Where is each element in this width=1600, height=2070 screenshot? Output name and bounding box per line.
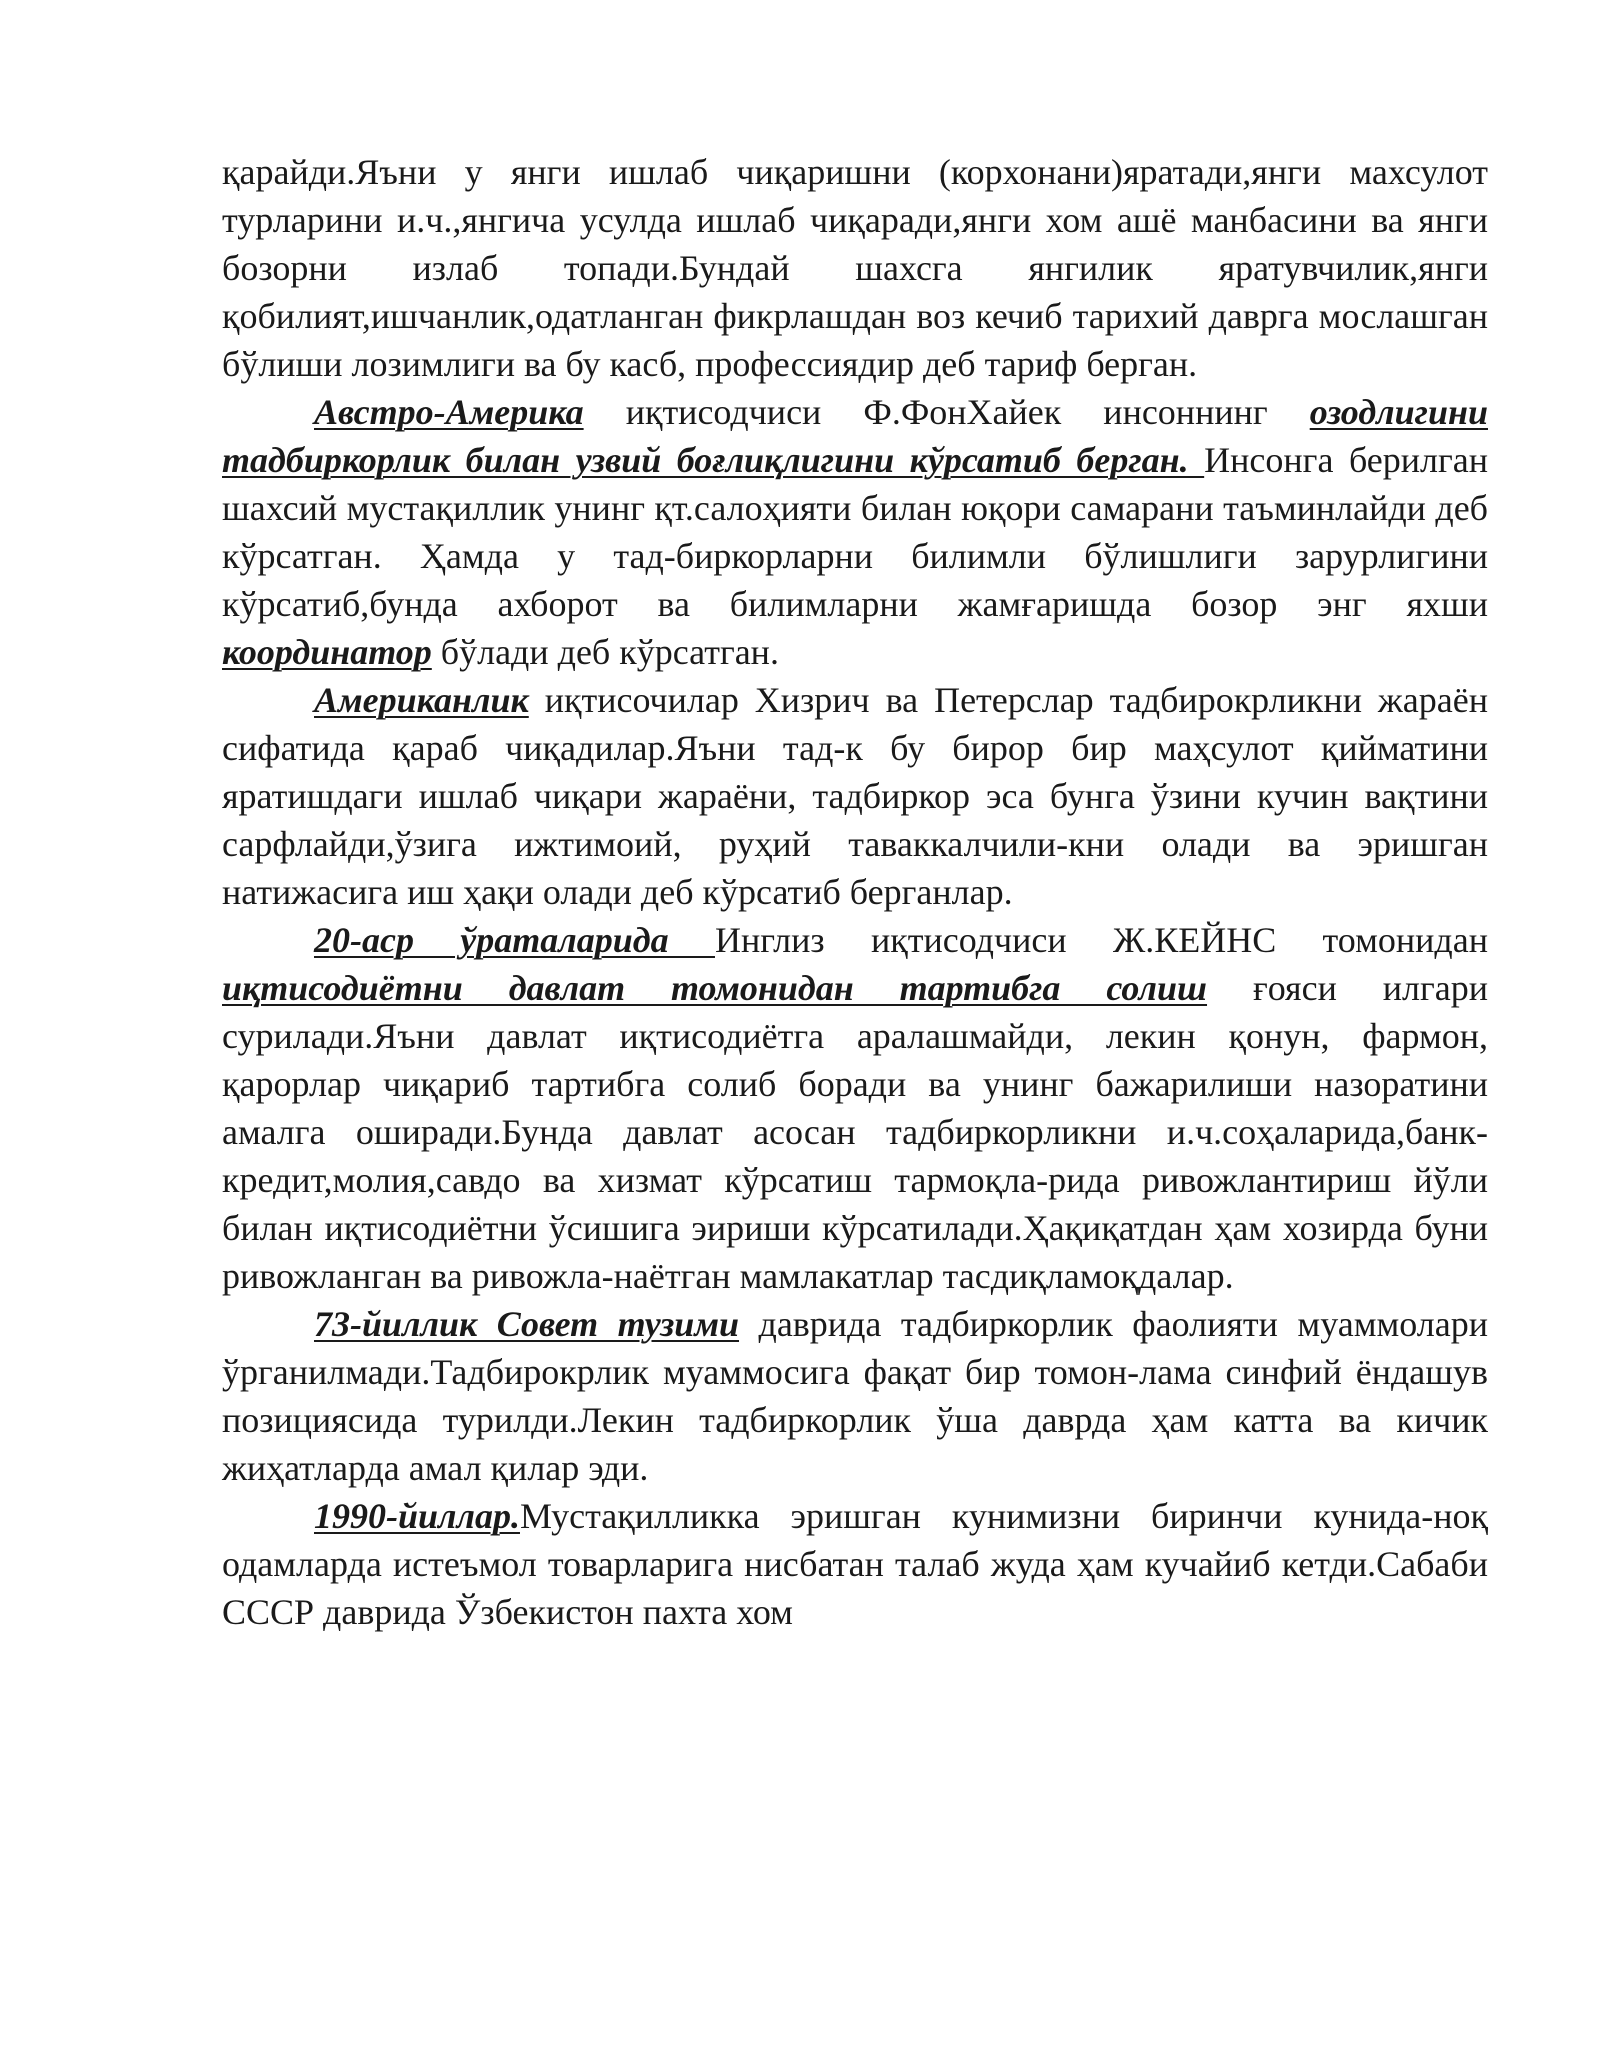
emphasized-phrase-freedom: озодлигини тадбиркорлик билан узвий боғлиқлигини кўрсатиб берган. xyxy=(222,392,1488,480)
paragraph-text: қарайди.Яъни у янги ишлаб чиқаришни (корхонани)яратади,янги махсулот турларини и.ч.,янгича усулда ишлаб чиқаради,янги хом ашё манбасини ва янги бозорни излаб топади.Бундай шахсга янгилик яратувчилик,янги қобилият,ишчанлик,одатланган фикрлашдан воз кечиб тарихий даврга мослашган бўлиши лозимлиги ва бу касб, профессиядир деб тариф берган. xyxy=(222,152,1488,384)
paragraph-text: ғояси илгари сурилади.Яъни давлат иқтисодиётга аралашмайди, лекин қонун, фармон, қарорлар чиқариб тартибга солиб боради ва унинг бажарилиши назоратини амалга оширади.Бунда давлат асосан тадбиркорликни и.ч.соҳаларида,банк-кредит,молия,савдо ва хизмат кўрсатиш тармоқла-рида ривожлантириш йўли билан иқтисодиётни ўсишига эириши кўрсатилади.Ҳақиқатдан ҳам хозирда буни ривожланган ва ривожла-наётган мамлакатлар тасдиқламоқдалар. xyxy=(222,968,1488,1296)
emphasized-term-american: Американлик xyxy=(314,680,529,720)
paragraph-3 xyxy=(222,676,1488,916)
paragraph-text: Мустақилликка эришган кунимизни биринчи кунида-ноқ одамларда истеъмол товарларига нисбатан талаб жуда ҳам кучайиб кетди.Сабаби СССР даврида Ўзбекистон пахта хом xyxy=(222,1496,1488,1632)
paragraph-text: даврида тадбиркорлик фаолияти муаммолари ўрганилмади.Тадбирокрлик муаммосига фақат бир томон-лама синфий ёндашув позициясида турилди.Лекин тадбиркорлик ўша даврда ҳам катта ва кичик жиҳатларда амал қилар эди. xyxy=(222,1304,1489,1488)
emphasized-term-soviet-system: 73-йиллик Совет тузими xyxy=(314,1304,740,1344)
emphasized-term-coordinator: координатор xyxy=(222,632,432,672)
paragraph-5 xyxy=(222,1300,1488,1492)
paragraph-text: иқтисодчиси Ф.ФонХайек инсоннинг xyxy=(583,392,1310,432)
paragraph-1 xyxy=(222,148,1488,388)
paragraph-text: Инглиз иқтисодчиси Ж.КЕЙНС томонидан xyxy=(714,920,1488,960)
emphasized-term-austro-america: Австро-Америка xyxy=(314,392,584,432)
emphasized-term-20th-century: 20-аср ўраталарида xyxy=(314,920,715,960)
paragraph-4 xyxy=(222,916,1488,1300)
paragraph-text: иқтисочилар Хизрич ва Петерслар тадбирокрликни жараён сифатида қараб чиқадилар.Яъни тад-к бу бирор бир маҳсулот қийматини яратишдаги ишлаб чиқари жараёни, тадбиркор эса бунга ўзини кучин вақтини сарфлайди,ўзига ижтимоий, руҳий таваккалчили-кни олади ва эришган натижасига иш ҳақи олади деб кўрсатиб берганлар. xyxy=(222,680,1488,912)
paragraph-text: Инсонга берилган шахсий мустақиллик унинг қт.салоҳияти билан юқори самарани таъминлайди деб кўрсатган. Ҳамда у тад-биркорларни билимли бўлишлиги зарурлигини кўрсатиб,бунда ахборот ва билимларни жамғаришда бозор энг яхши xyxy=(222,440,1489,624)
document-page xyxy=(222,148,1488,1636)
paragraph-6 xyxy=(222,1492,1488,1636)
emphasized-term-1990s: 1990-йиллар. xyxy=(314,1496,520,1536)
emphasized-phrase-state-regulation: иқтисодиётни давлат томонидан тартибга солиш xyxy=(222,968,1208,1008)
paragraph-2 xyxy=(222,388,1488,676)
paragraph-text: бўлади деб кўрсатган. xyxy=(431,632,779,672)
